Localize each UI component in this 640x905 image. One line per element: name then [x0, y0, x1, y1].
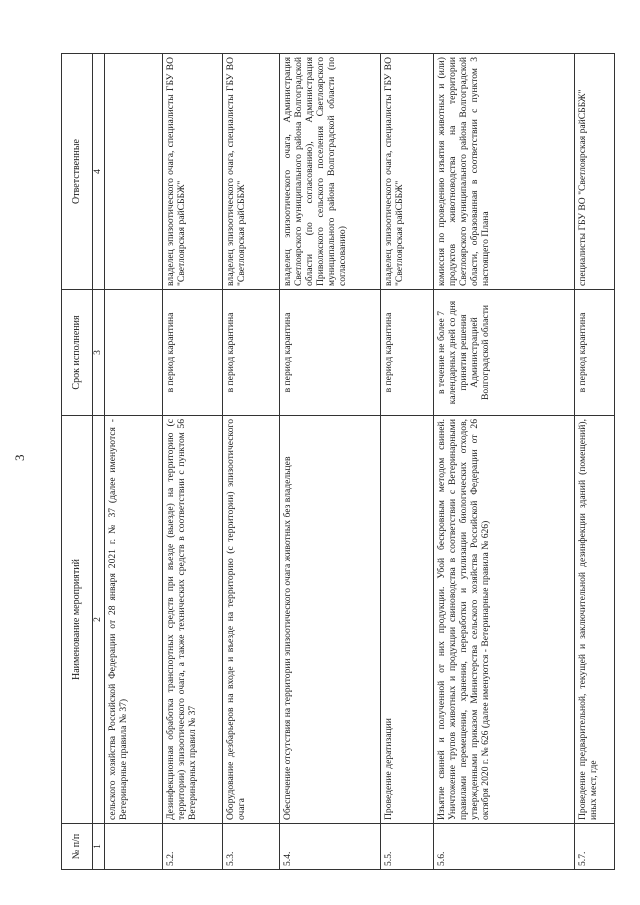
- measures-table: [61, 53, 615, 870]
- row-deadline: в период карантина: [162, 290, 222, 416]
- row-action: Проведение предварительной, текущей и заключительной дезинфекции зданий (помещений), иных мест, где: [574, 416, 614, 824]
- header-action: Наименование мероприятий: [62, 416, 93, 824]
- row-action: Изъятие свиней и полученной от них продукции. Убой бескровным методом свиней. Уничтожение трупов животных и продукции свиноводства в соответствии с Ветеринарными правилами перемещения, хранения, переработки и утилизации биологических отходов, утвержденными приказом Министерства сельского хозяйства Российской Федерации от 26 октября 2020 г. № 626 (далее именуются - Ветеринарные правила № 626): [433, 416, 574, 824]
- page-number: 3: [12, 454, 27, 461]
- row-action: сельского хозяйства Российской Федерации от 28 января 2021 г. № 37 (далее именуются - Ветеринарные правила № 37): [104, 416, 162, 824]
- table-row: [574, 54, 614, 870]
- column-number: 3: [93, 290, 105, 416]
- column-number: 2: [93, 416, 105, 824]
- header-responsible: Ответственные: [62, 54, 93, 290]
- row-responsible: владелец эпизоотического очага, специалисты ГБУ ВО "Светлоярская райСББЖ": [222, 54, 279, 290]
- row-deadline: [104, 290, 162, 416]
- table-row: [433, 54, 574, 870]
- row-number: 5.7.: [574, 824, 614, 870]
- row-deadline: в период карантина: [380, 290, 433, 416]
- row-action: Оборудование дезбарьеров на входе и въезде на территорию (с территории) эпизоотического очага: [222, 416, 279, 824]
- row-number: 5.5.: [380, 824, 433, 870]
- row-responsible: комиссия по проведению изъятия животных и (или) продуктов животноводства на территории Светлоярского муниципального района Волгоградской области, образованная в соответствии с пунктом 3 настоящего Плана: [433, 54, 574, 290]
- row-responsible: владелец эпизоотического очага, специалисты ГБУ ВО "Светлоярская райСББЖ": [380, 54, 433, 290]
- row-deadline: в период карантина: [279, 290, 380, 416]
- row-action: Проведение дератизации: [380, 416, 433, 824]
- row-number: [104, 824, 162, 870]
- column-number-row: [93, 54, 105, 870]
- row-number: 5.6.: [433, 824, 574, 870]
- row-deadline: в период карантина: [222, 290, 279, 416]
- row-deadline: в течение не более 7 календарных дней со дня принятия решения Администрацией Волгоградской области: [433, 290, 574, 416]
- row-action: Дезинфекционная обработка транспортных средств при въезде (выезде) на территорию (с территории) эпизоотического очага, а также технических средств в соответствии с пунктом 56 Ветеринарных правил № 37: [162, 416, 222, 824]
- row-number: 5.3.: [222, 824, 279, 870]
- column-number: 4: [93, 54, 105, 290]
- row-responsible: владелец эпизоотического очага, специалисты ГБУ ВО "Светлоярская райСББЖ": [162, 54, 222, 290]
- row-responsible: [104, 54, 162, 290]
- row-number: 5.2.: [162, 824, 222, 870]
- row-number: 5.4.: [279, 824, 380, 870]
- row-action: Обеспечение отсутствия на территории эпизоотического очага животных без владельцев: [279, 416, 380, 824]
- table-row: [222, 54, 279, 870]
- row-responsible: специалисты ГБУ ВО "Светлоярская райСББЖ": [574, 54, 614, 290]
- row-deadline: в период карантина: [574, 290, 614, 416]
- header-number: № п/п: [62, 824, 93, 870]
- row-responsible: владелец эпизоотического очага, Администрация Светлоярского муниципального района Волгоградской области (по согласованию), Администрация Приволжского сельского поселения Светлоярского муниципального района Волгоградской области (по согласованию): [279, 54, 380, 290]
- header-row: [62, 54, 93, 870]
- column-number: 1: [93, 824, 105, 870]
- table-row: [162, 54, 222, 870]
- table-row: [279, 54, 380, 870]
- table-row: [104, 54, 162, 870]
- header-deadline: Срок исполнения: [62, 290, 93, 416]
- table-row: [380, 54, 433, 870]
